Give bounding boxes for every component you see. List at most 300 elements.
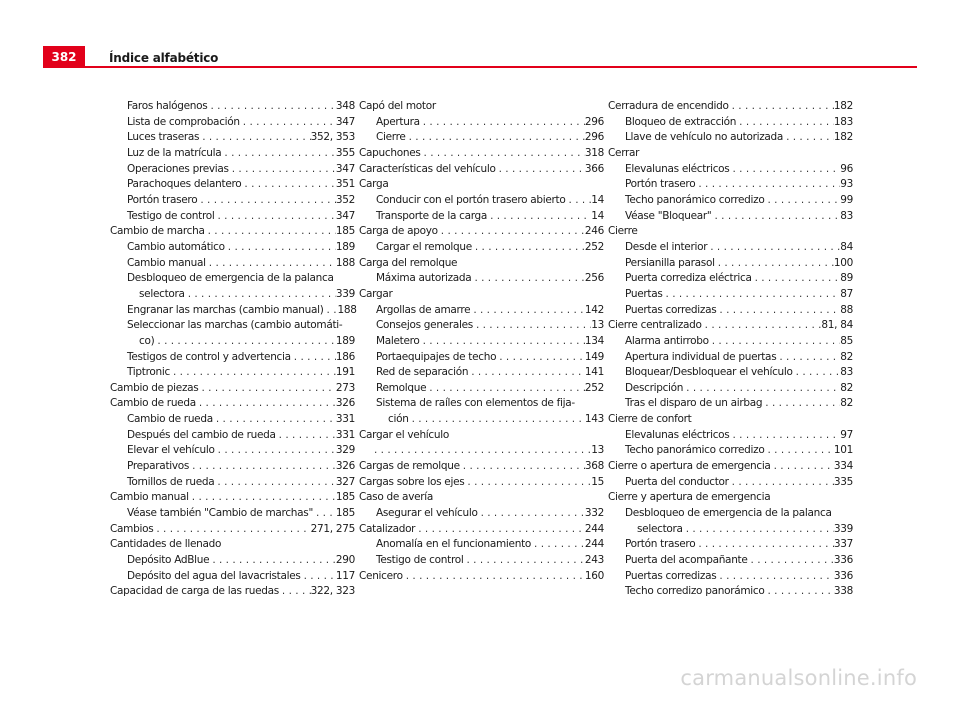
index-entry bbox=[608, 412, 853, 428]
dot-leader bbox=[215, 443, 336, 459]
dot-leader bbox=[189, 490, 336, 506]
dot-leader bbox=[468, 365, 585, 381]
entry-term: Cargas sobre los ejes bbox=[359, 475, 465, 488]
entry-term: Sistema de raíles con elementos de fija- bbox=[376, 397, 575, 410]
entry-term: Faros halógenos bbox=[127, 100, 208, 112]
dot-leader bbox=[566, 193, 592, 209]
entry-term: Véase "Bloquear" bbox=[625, 209, 712, 222]
dot-leader bbox=[683, 381, 840, 397]
dot-leader bbox=[197, 193, 336, 209]
dot-leader bbox=[206, 256, 336, 272]
index-subentry bbox=[608, 287, 853, 303]
dot-leader bbox=[324, 303, 338, 319]
index-subentry bbox=[110, 193, 355, 209]
dot-leader bbox=[371, 443, 591, 459]
dot-leader bbox=[709, 334, 841, 350]
index-entry bbox=[110, 396, 355, 412]
entry-term: Persianilla parasol bbox=[625, 256, 715, 269]
index-subentry bbox=[110, 412, 355, 428]
page-reference: 329 bbox=[335, 444, 355, 457]
dot-leader bbox=[213, 412, 336, 428]
index-subentry bbox=[110, 506, 355, 522]
page-reference: 96 bbox=[840, 162, 853, 175]
entry-term: Cambio manual bbox=[110, 491, 189, 504]
entry-term: Portón trasero bbox=[127, 193, 198, 206]
dot-leader bbox=[225, 240, 336, 256]
entry-term: Llave de vehículo no autorizada bbox=[625, 131, 784, 144]
page-reference: 93 bbox=[840, 178, 853, 191]
dot-leader bbox=[464, 475, 591, 491]
index-subentry bbox=[110, 569, 355, 585]
dot-leader bbox=[214, 209, 335, 225]
page-title: Índice alfabético bbox=[109, 51, 219, 65]
page-reference: 188 bbox=[337, 303, 357, 316]
page-reference: 87 bbox=[840, 287, 853, 300]
page-reference: 244 bbox=[584, 538, 604, 551]
index-subentry bbox=[608, 162, 853, 178]
page-reference: 326 bbox=[335, 460, 355, 473]
index-subentry bbox=[110, 256, 355, 272]
page-reference: 85 bbox=[840, 334, 853, 347]
entry-term: Características del vehículo bbox=[359, 162, 496, 175]
entry-term: Carga de apoyo bbox=[359, 225, 438, 238]
entry-term: Bloqueo de extracción bbox=[625, 115, 737, 128]
entry-term: Parachoques delantero bbox=[127, 178, 242, 191]
page-reference: 352, 353 bbox=[310, 131, 355, 144]
page-reference: 189 bbox=[335, 240, 355, 253]
dot-leader bbox=[487, 209, 591, 225]
entry-term: Tras el disparo de un airbag bbox=[625, 397, 763, 410]
entry-term: Lista de comprobación bbox=[127, 115, 240, 128]
entry-term: Alarma antirrobo bbox=[625, 334, 709, 347]
dot-leader bbox=[301, 569, 336, 585]
page-reference: 183 bbox=[833, 115, 853, 128]
dot-leader bbox=[415, 522, 585, 538]
dot-leader bbox=[764, 443, 833, 459]
page-reference: 149 bbox=[584, 350, 604, 363]
page-reference: 296 bbox=[584, 131, 604, 144]
index-entry bbox=[608, 146, 853, 162]
page-reference: 347 bbox=[335, 115, 355, 128]
index-subentry bbox=[110, 146, 355, 162]
page-reference: 336 bbox=[833, 554, 853, 567]
index-subentry bbox=[608, 569, 853, 585]
index-entry bbox=[359, 256, 604, 272]
entry-term: Cargar el remolque bbox=[376, 240, 472, 253]
index-subentry bbox=[110, 318, 355, 349]
dot-leader bbox=[752, 271, 841, 287]
entry-term: Tiptronic bbox=[127, 366, 170, 379]
index-subentry bbox=[608, 396, 853, 412]
dot-leader bbox=[496, 350, 585, 366]
dot-leader bbox=[279, 584, 311, 600]
dot-leader bbox=[291, 350, 336, 366]
index-subentry bbox=[110, 475, 355, 491]
entry-term: Cenicero bbox=[359, 569, 403, 582]
entry-term: Capuchones bbox=[359, 146, 421, 159]
page-reference: 331 bbox=[335, 428, 355, 441]
entry-term: Cierre centralizado bbox=[608, 319, 702, 332]
entry-term: Caso de avería bbox=[359, 491, 434, 504]
dot-leader bbox=[207, 99, 335, 115]
dot-leader bbox=[276, 428, 336, 444]
dot-leader bbox=[793, 365, 841, 381]
entry-term: Descripción bbox=[625, 381, 684, 394]
index-subentry bbox=[608, 443, 853, 459]
entry-term: Techo corredizo panorámico bbox=[625, 585, 765, 598]
index-subentry bbox=[608, 130, 853, 146]
page-reference: 84 bbox=[840, 240, 853, 253]
index-entry bbox=[359, 490, 604, 506]
dot-leader bbox=[695, 177, 840, 193]
entry-term: Testigo de control bbox=[376, 554, 464, 567]
entry-term: Cierre bbox=[376, 131, 406, 144]
entry-term: Testigos de control y advertencia bbox=[127, 350, 291, 363]
index-subentry bbox=[608, 240, 853, 256]
page-reference: 142 bbox=[584, 303, 604, 316]
index-entry bbox=[110, 381, 355, 397]
index-entry bbox=[359, 428, 604, 459]
dot-leader bbox=[196, 396, 336, 412]
page-reference: 99 bbox=[840, 193, 853, 206]
index-subentry bbox=[359, 318, 604, 334]
dot-leader bbox=[683, 522, 834, 538]
index-entry bbox=[359, 177, 604, 193]
entry-term: Cargar el vehículo bbox=[359, 428, 449, 441]
index-subentry bbox=[110, 271, 355, 302]
index-entry bbox=[359, 99, 604, 115]
entry-term: Elevalunas eléctricos bbox=[625, 428, 730, 441]
page-reference: 256 bbox=[584, 272, 604, 285]
page-reference: 335 bbox=[833, 475, 853, 488]
entry-term: Bloquear/Desbloquear el vehículo bbox=[625, 366, 793, 379]
entry-term: Operaciones previas bbox=[127, 162, 229, 175]
entry-term: Portón trasero bbox=[625, 178, 696, 191]
entry-term: Luz de la matrícula bbox=[127, 146, 222, 159]
index-subentry bbox=[359, 240, 604, 256]
entry-term: Techo panorámico corredizo bbox=[625, 193, 765, 206]
index-subentry bbox=[110, 365, 355, 381]
index-entry bbox=[110, 490, 355, 506]
dot-leader bbox=[214, 475, 335, 491]
dot-leader bbox=[707, 240, 840, 256]
entry-term: Depósito del agua del lavacristales bbox=[127, 569, 301, 582]
entry-term: Cerradura de encendido bbox=[608, 100, 729, 112]
page-reference: 117 bbox=[335, 569, 355, 582]
dot-leader bbox=[729, 162, 840, 178]
index-subentry bbox=[608, 303, 853, 319]
index-subentry bbox=[110, 177, 355, 193]
page-reference: 143 bbox=[584, 413, 604, 426]
dot-leader bbox=[438, 224, 585, 240]
entry-term: Apertura bbox=[376, 115, 420, 128]
index-subentry bbox=[110, 443, 355, 459]
index-subentry bbox=[110, 350, 355, 366]
page-reference: 182 bbox=[833, 131, 853, 144]
index-subentry bbox=[608, 271, 853, 287]
page-number: 382 bbox=[43, 46, 85, 68]
index-subentry bbox=[110, 99, 355, 115]
dot-leader bbox=[205, 224, 336, 240]
entry-term: Consejos generales bbox=[376, 319, 473, 332]
index-subentry bbox=[608, 177, 853, 193]
page-reference: 355 bbox=[335, 146, 355, 159]
entry-term: Véase también "Cambio de marchas" bbox=[127, 507, 313, 520]
page-reference: 273 bbox=[335, 381, 355, 394]
entry-term: Puertas corredizas bbox=[625, 303, 717, 316]
page-reference: 185 bbox=[335, 507, 355, 520]
entry-term: Cerrar bbox=[608, 146, 640, 159]
entry-term: Remolque bbox=[376, 381, 427, 394]
page-reference: 141 bbox=[584, 366, 604, 379]
index-subentry bbox=[608, 475, 853, 491]
index-subentry bbox=[359, 193, 604, 209]
entry-term: Anomalía en el funcionamiento bbox=[376, 538, 532, 551]
entry-term: Puerta corrediza eléctrica bbox=[625, 272, 752, 285]
index-entry bbox=[359, 162, 604, 178]
dot-leader bbox=[470, 303, 585, 319]
page-reference: 13 bbox=[591, 444, 604, 457]
entry-term: Carga bbox=[359, 178, 389, 191]
dot-leader bbox=[406, 130, 585, 146]
index-subentry bbox=[608, 193, 853, 209]
page-reference: 191 bbox=[335, 366, 355, 379]
page-reference: 271, 275 bbox=[310, 522, 355, 535]
page-reference: 351 bbox=[335, 178, 355, 191]
index-subentry bbox=[359, 271, 604, 287]
dot-leader bbox=[185, 287, 336, 303]
entry-term: Conducir con el portón trasero abierto bbox=[376, 193, 566, 206]
page-reference: 134 bbox=[584, 334, 604, 347]
index-subentry bbox=[359, 537, 604, 553]
index-subentry bbox=[359, 553, 604, 569]
entry-term: Cierre o apertura de emergencia bbox=[608, 460, 771, 473]
page-reference: 97 bbox=[840, 428, 853, 441]
dot-leader bbox=[241, 177, 335, 193]
entry-term: Cierre de confort bbox=[608, 413, 692, 426]
dot-leader bbox=[409, 412, 585, 428]
entry-term: Carga del remolque bbox=[359, 256, 458, 269]
page-reference: 185 bbox=[335, 225, 355, 238]
entry-term: Cambio de rueda bbox=[110, 397, 196, 410]
entry-term: Máxima autorizada bbox=[376, 272, 472, 285]
entry-term: Portaequipajes de techo bbox=[376, 350, 497, 363]
entry-term-continuation: selectora bbox=[637, 522, 683, 535]
entry-term: Red de separación bbox=[376, 366, 469, 379]
dot-leader bbox=[496, 162, 585, 178]
page-reference: 334 bbox=[833, 460, 853, 473]
dot-leader bbox=[762, 396, 840, 412]
index-subentry bbox=[359, 334, 604, 350]
index-subentry bbox=[608, 365, 853, 381]
page-reference: 188 bbox=[335, 256, 355, 269]
index-subentry bbox=[608, 209, 853, 225]
page-reference: 244 bbox=[584, 522, 604, 535]
page-reference: 347 bbox=[335, 162, 355, 175]
page-reference: 14 bbox=[591, 193, 604, 206]
dot-leader bbox=[170, 365, 336, 381]
page-reference: 338 bbox=[833, 585, 853, 598]
entry-term: Engranar las marchas (cambio manual) bbox=[127, 303, 324, 316]
page-reference: 246 bbox=[584, 225, 604, 238]
page-reference: 332 bbox=[584, 507, 604, 520]
entry-term-continuation: ción bbox=[388, 413, 409, 426]
index-column-1 bbox=[110, 99, 355, 600]
dot-leader bbox=[229, 162, 336, 178]
index-entry bbox=[359, 459, 604, 475]
dot-leader bbox=[764, 584, 833, 600]
index-entry bbox=[608, 99, 853, 115]
dot-leader bbox=[764, 193, 840, 209]
entry-term-continuation: selectora bbox=[139, 287, 185, 300]
page-reference: 14 bbox=[591, 209, 604, 222]
dot-leader bbox=[420, 115, 585, 131]
dot-leader bbox=[421, 146, 585, 162]
page-reference: 331 bbox=[335, 413, 355, 426]
page-reference: 88 bbox=[840, 303, 853, 316]
dot-leader bbox=[153, 522, 310, 538]
index-entry bbox=[359, 569, 604, 585]
page-reference: 82 bbox=[840, 397, 853, 410]
index-column-3 bbox=[608, 99, 853, 600]
index-entry bbox=[359, 224, 604, 240]
entry-term: Cargar bbox=[359, 287, 393, 300]
page-reference: 290 bbox=[335, 554, 355, 567]
page-reference: 339 bbox=[335, 287, 355, 300]
page-reference: 83 bbox=[840, 366, 853, 379]
entry-term: Luces traseras bbox=[127, 131, 200, 144]
page-reference: 347 bbox=[335, 209, 355, 222]
index-entry bbox=[110, 584, 355, 600]
index-subentry bbox=[110, 428, 355, 444]
index-entry bbox=[608, 224, 853, 240]
index-column-2 bbox=[359, 99, 604, 584]
entry-term: Testigo de control bbox=[127, 209, 215, 222]
entry-term: Cargas de remolque bbox=[359, 460, 460, 473]
dot-leader bbox=[783, 130, 834, 146]
index-subentry bbox=[608, 334, 853, 350]
page-reference: 339 bbox=[833, 522, 853, 535]
page-reference: 348 bbox=[335, 100, 355, 112]
index-entry bbox=[608, 318, 853, 334]
index-subentry bbox=[359, 506, 604, 522]
page-reference: 327 bbox=[335, 475, 355, 488]
entry-term: Argollas de amarre bbox=[376, 303, 471, 316]
dot-leader bbox=[403, 569, 585, 585]
dot-leader bbox=[748, 553, 834, 569]
dot-leader bbox=[313, 506, 336, 522]
index-subentry bbox=[110, 459, 355, 475]
entry-term: Cambio manual bbox=[127, 256, 206, 269]
dot-leader bbox=[716, 569, 833, 585]
entry-term: Tornillos de rueda bbox=[127, 475, 215, 488]
entry-term: Transporte de la carga bbox=[376, 209, 488, 222]
index-entry bbox=[110, 537, 355, 553]
dot-leader bbox=[240, 115, 336, 131]
entry-term: Techo panorámico corredizo bbox=[625, 444, 765, 457]
entry-term: Maletero bbox=[376, 334, 420, 347]
dot-leader bbox=[420, 334, 585, 350]
index-entry bbox=[359, 475, 604, 491]
dot-leader bbox=[715, 256, 834, 272]
dot-leader bbox=[716, 303, 840, 319]
entry-term: Capacidad de carga de las ruedas bbox=[110, 585, 279, 598]
index-entry bbox=[608, 459, 853, 475]
page-reference: 100 bbox=[833, 256, 853, 269]
entry-term: Puertas corredizas bbox=[625, 569, 717, 582]
dot-leader bbox=[154, 334, 335, 350]
dot-leader bbox=[463, 553, 584, 569]
entry-term-continuation: co) bbox=[139, 334, 155, 347]
page-reference: 182 bbox=[833, 100, 853, 112]
entry-term: Desde el interior bbox=[625, 240, 708, 253]
dot-leader bbox=[776, 350, 840, 366]
page-reference: 252 bbox=[584, 240, 604, 253]
entry-term: Capó del motor bbox=[359, 100, 436, 112]
index-subentry bbox=[608, 537, 853, 553]
dot-leader bbox=[473, 318, 591, 334]
entry-term: Cambio de marcha bbox=[110, 225, 205, 238]
page-reference: 189 bbox=[335, 334, 355, 347]
page-reference: 243 bbox=[584, 554, 604, 567]
index-subentry bbox=[110, 115, 355, 131]
entry-term: Cantidades de llenado bbox=[110, 538, 222, 551]
index-subentry bbox=[359, 350, 604, 366]
header-divider bbox=[43, 66, 917, 68]
index-subentry bbox=[608, 428, 853, 444]
page-reference: 326 bbox=[335, 397, 355, 410]
index-subentry bbox=[110, 130, 355, 146]
entry-term: Cierre bbox=[608, 225, 638, 238]
dot-leader bbox=[663, 287, 841, 303]
entry-term: Puerta del acompañante bbox=[625, 554, 748, 567]
page-reference: 82 bbox=[840, 381, 853, 394]
entry-term: Desbloqueo de emergencia de la palanca bbox=[625, 507, 832, 520]
page-reference: 89 bbox=[840, 272, 853, 285]
page-reference: 186 bbox=[335, 350, 355, 363]
dot-leader bbox=[729, 428, 840, 444]
entry-term: Desbloqueo de emergencia de la palanca bbox=[127, 272, 334, 285]
index-subentry bbox=[359, 303, 604, 319]
page-reference: 322, 323 bbox=[310, 585, 355, 598]
dot-leader bbox=[209, 553, 336, 569]
page-reference: 101 bbox=[833, 444, 853, 457]
dot-leader bbox=[460, 459, 585, 475]
index-entry bbox=[608, 490, 853, 506]
entry-term: Cambio de piezas bbox=[110, 381, 199, 394]
page-reference: 15 bbox=[591, 475, 604, 488]
index-subentry bbox=[608, 553, 853, 569]
index-subentry bbox=[359, 365, 604, 381]
entry-term: Depósito AdBlue bbox=[127, 554, 210, 567]
dot-leader bbox=[711, 209, 840, 225]
entry-term: Puerta del conductor bbox=[625, 475, 729, 488]
index-entry bbox=[110, 522, 355, 538]
page-reference: 83 bbox=[840, 209, 853, 222]
index-entry bbox=[359, 287, 604, 303]
index-subentry bbox=[608, 350, 853, 366]
page-reference: 82 bbox=[840, 350, 853, 363]
page-reference: 160 bbox=[584, 569, 604, 582]
dot-leader bbox=[531, 537, 585, 553]
page-reference: 13 bbox=[591, 319, 604, 332]
entry-term: Seleccionar las marchas (cambio automáti- bbox=[127, 319, 343, 332]
page-reference: 368 bbox=[584, 460, 604, 473]
entry-term: Preparativos bbox=[127, 460, 190, 473]
dot-leader bbox=[221, 146, 335, 162]
index-subentry bbox=[110, 162, 355, 178]
dot-leader bbox=[199, 130, 310, 146]
